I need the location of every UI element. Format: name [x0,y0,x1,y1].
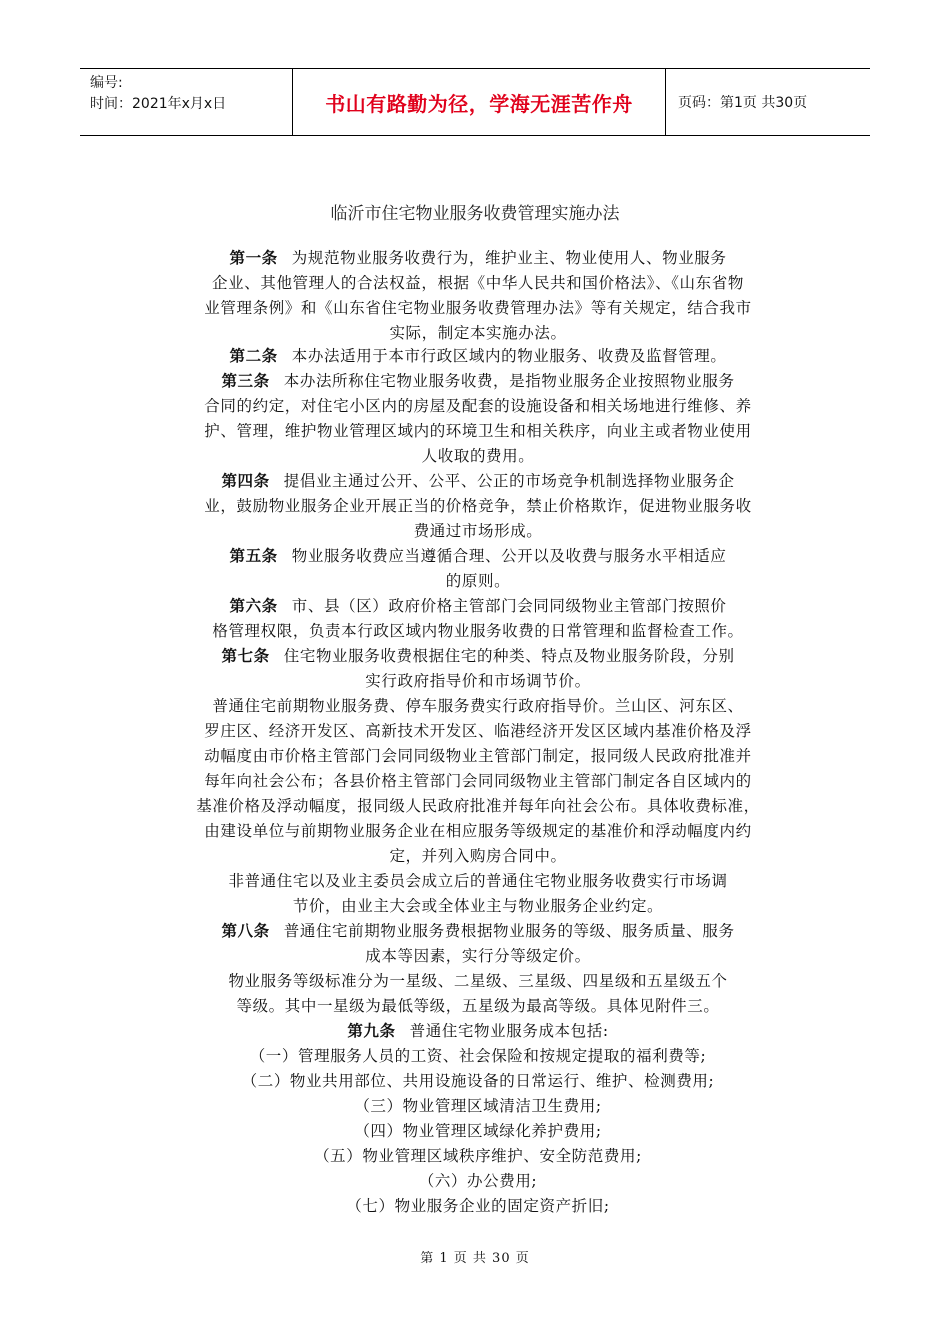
article-text: （四）物业管理区域绿化养护费用; [354,1122,602,1140]
article [148,594,808,644]
article-number: 第七条 [221,647,270,665]
article-line [148,246,808,271]
article-text: 为规范物业服务收费行为，维护业主、物业使用人、物业服务 [291,249,727,267]
article-text: 本办法适用于本市行政区域内的物业服务、收费及监督管理。 [291,347,727,365]
article-line [148,444,808,469]
article-line [148,894,808,919]
article-text: 由建设单位与前期物业服务企业在相应服务等级规定的基准价和浮动幅度内约 [204,822,752,840]
article [148,1019,808,1044]
article-text: 定，并列入购房合同中。 [389,847,567,865]
article-line [148,819,808,844]
article-number: 第九条 [347,1022,396,1040]
article-text: 住宅物业服务收费根据住宅的种类、特点及物业服务阶段，分别 [283,647,735,665]
article-line [148,694,808,719]
article-line [148,794,808,819]
article-line [148,844,808,869]
article-paragraph [148,694,808,869]
page-info: 页码：第1页 共30页 [678,95,808,111]
article-number: 第二条 [229,347,278,365]
article-line [148,1069,808,1094]
article-text: 合同的约定，对住宅小区内的房屋及配套的设施设备和相关场地进行维修、养 [204,397,752,415]
article [148,369,808,469]
article-text: （三）物业管理区域清洁卫生费用; [354,1097,602,1115]
article-line [148,1194,808,1219]
article-text: 本办法所称住宅物业服务收费，是指物业服务企业按照物业服务 [283,372,735,390]
article-line [148,919,808,944]
article-text: 提倡业主通过公开、公平、公正的市场竞争机制选择物业服务企 [283,472,735,490]
article-text: 等级。其中一星级为最低等级，五星级为最高等级。具体见附件三。 [236,997,720,1015]
article-text: 物业服务等级标准分为一星级、二星级、三星级、四星级和五星级五个 [228,972,728,990]
article-text: 人收取的费用。 [421,447,535,465]
article-line [148,869,808,894]
article-line [148,1019,808,1044]
article-line [148,994,808,1019]
article-text: 物业服务收费应当遵循合理、公开以及收费与服务水平相适应 [291,547,727,565]
article-line [148,669,808,694]
article-line [148,419,808,444]
article-line [148,271,808,296]
article-number: 第六条 [229,597,278,615]
article-text: 基准价格及浮动幅度，报同级人民政府批准并每年向社会公布。具体收费标准， [196,797,760,815]
article [148,644,808,694]
article-line [148,296,808,321]
article-text: （七）物业服务企业的固定资产折旧; [346,1197,610,1215]
serial-label: 编号: [90,75,123,91]
article-line [148,1094,808,1119]
date-label: 时间：2021年x月x日 [90,96,227,112]
article-line [148,769,808,794]
article-text: 的原则。 [445,572,511,590]
page-footer: 第 1 页 共 30 页 [420,1251,530,1266]
article-paragraph [148,969,808,1019]
article-text: （五）物业管理区域秩序维护、安全防范费用; [314,1147,642,1165]
article-text: 实际，制定本实施办法。 [389,324,567,342]
article [148,544,808,594]
article-line [148,321,808,346]
article-line [148,494,808,519]
article-paragraph [148,869,808,919]
article-line [148,619,808,644]
article-line [148,394,808,419]
article [148,344,808,369]
article-text: 节价，由业主大会或全体业主与物业服务企业约定。 [292,897,664,915]
article-line [148,594,808,619]
article-line [148,1119,808,1144]
article [148,246,808,346]
article-text: 每年向社会公布；各县价格主管部门会同同级物业主管部门制定各自区域内的 [204,772,752,790]
article-text: 业管理条例》和《山东省住宅物业服务收费管理办法》等有关规定，结合我市 [204,299,752,317]
article-text: 罗庄区、经济开发区、高新技术开发区、临港经济开发区区域内基准价格及浮 [204,722,752,740]
article-line [148,369,808,394]
article-text: 非普通住宅以及业主委员会成立后的普通住宅物业服务收费实行市场调 [228,872,728,890]
motto: 书山有路勤为径，学海无涯苦作舟 [293,69,666,135]
article-line [148,344,808,369]
article-line [148,1044,808,1069]
article-line [148,744,808,769]
article-line [148,519,808,544]
article-text: 成本等因素，实行分等级定价。 [365,947,591,965]
article-text: 护、管理，维护物业管理区域内的环境卫生和相关秩序，向业主或者物业使用 [204,422,752,440]
article-number: 第一条 [229,249,278,267]
article-text: 普通住宅前期物业服务费、停车服务费实行政府指导价。兰山区、河东区、 [212,697,744,715]
article-text: 企业、其他管理人的合法权益，根据《中华人民共和国价格法》、《山东省物 [212,274,744,292]
article-line [148,1169,808,1194]
header-meta [80,69,293,135]
article-line [148,969,808,994]
article-text: 实行政府指导价和市场调节价。 [365,672,591,690]
article-line [148,544,808,569]
article-text: 普通住宅前期物业服务费根据物业服务的等级、服务质量、服务 [283,922,735,940]
page-header [80,68,870,136]
article-line [148,944,808,969]
article-number: 第八条 [221,922,270,940]
article-text: （六）办公费用; [418,1172,538,1190]
article-line [148,569,808,594]
article-text: 格管理权限，负责本行政区域内物业服务收费的日常管理和监督检查工作。 [212,622,744,640]
article-text: 业，鼓励物业服务企业开展正当的价格竞争，禁止价格欺诈，促进物业服务收 [204,497,752,515]
article-text: （二）物业共用部位、共用设施设备的日常运行、维护、检测费用; [241,1072,715,1090]
article-number: 第四条 [221,472,270,490]
article-text: 动幅度由市价格主管部门会同同级物业主管部门制定，报同级人民政府批准并 [204,747,752,765]
article-text: （一）管理服务人员的工资、社会保险和按规定提取的福利费等; [249,1047,707,1065]
article-paragraph [148,1044,808,1219]
article [148,469,808,544]
article-text: 费通过市场形成。 [413,522,543,540]
article [148,919,808,969]
article-line [148,644,808,669]
article-text: 市、县（区）政府价格主管部门会同同级物业主管部门按照价 [291,597,727,615]
article-text: 普通住宅物业服务成本包括: [409,1022,609,1040]
document-title: 临沂市住宅物业服务收费管理实施办法 [330,204,620,224]
article-number: 第五条 [229,547,278,565]
article-line [148,719,808,744]
article-line [148,1144,808,1169]
article-number: 第三条 [221,372,270,390]
article-line [148,469,808,494]
